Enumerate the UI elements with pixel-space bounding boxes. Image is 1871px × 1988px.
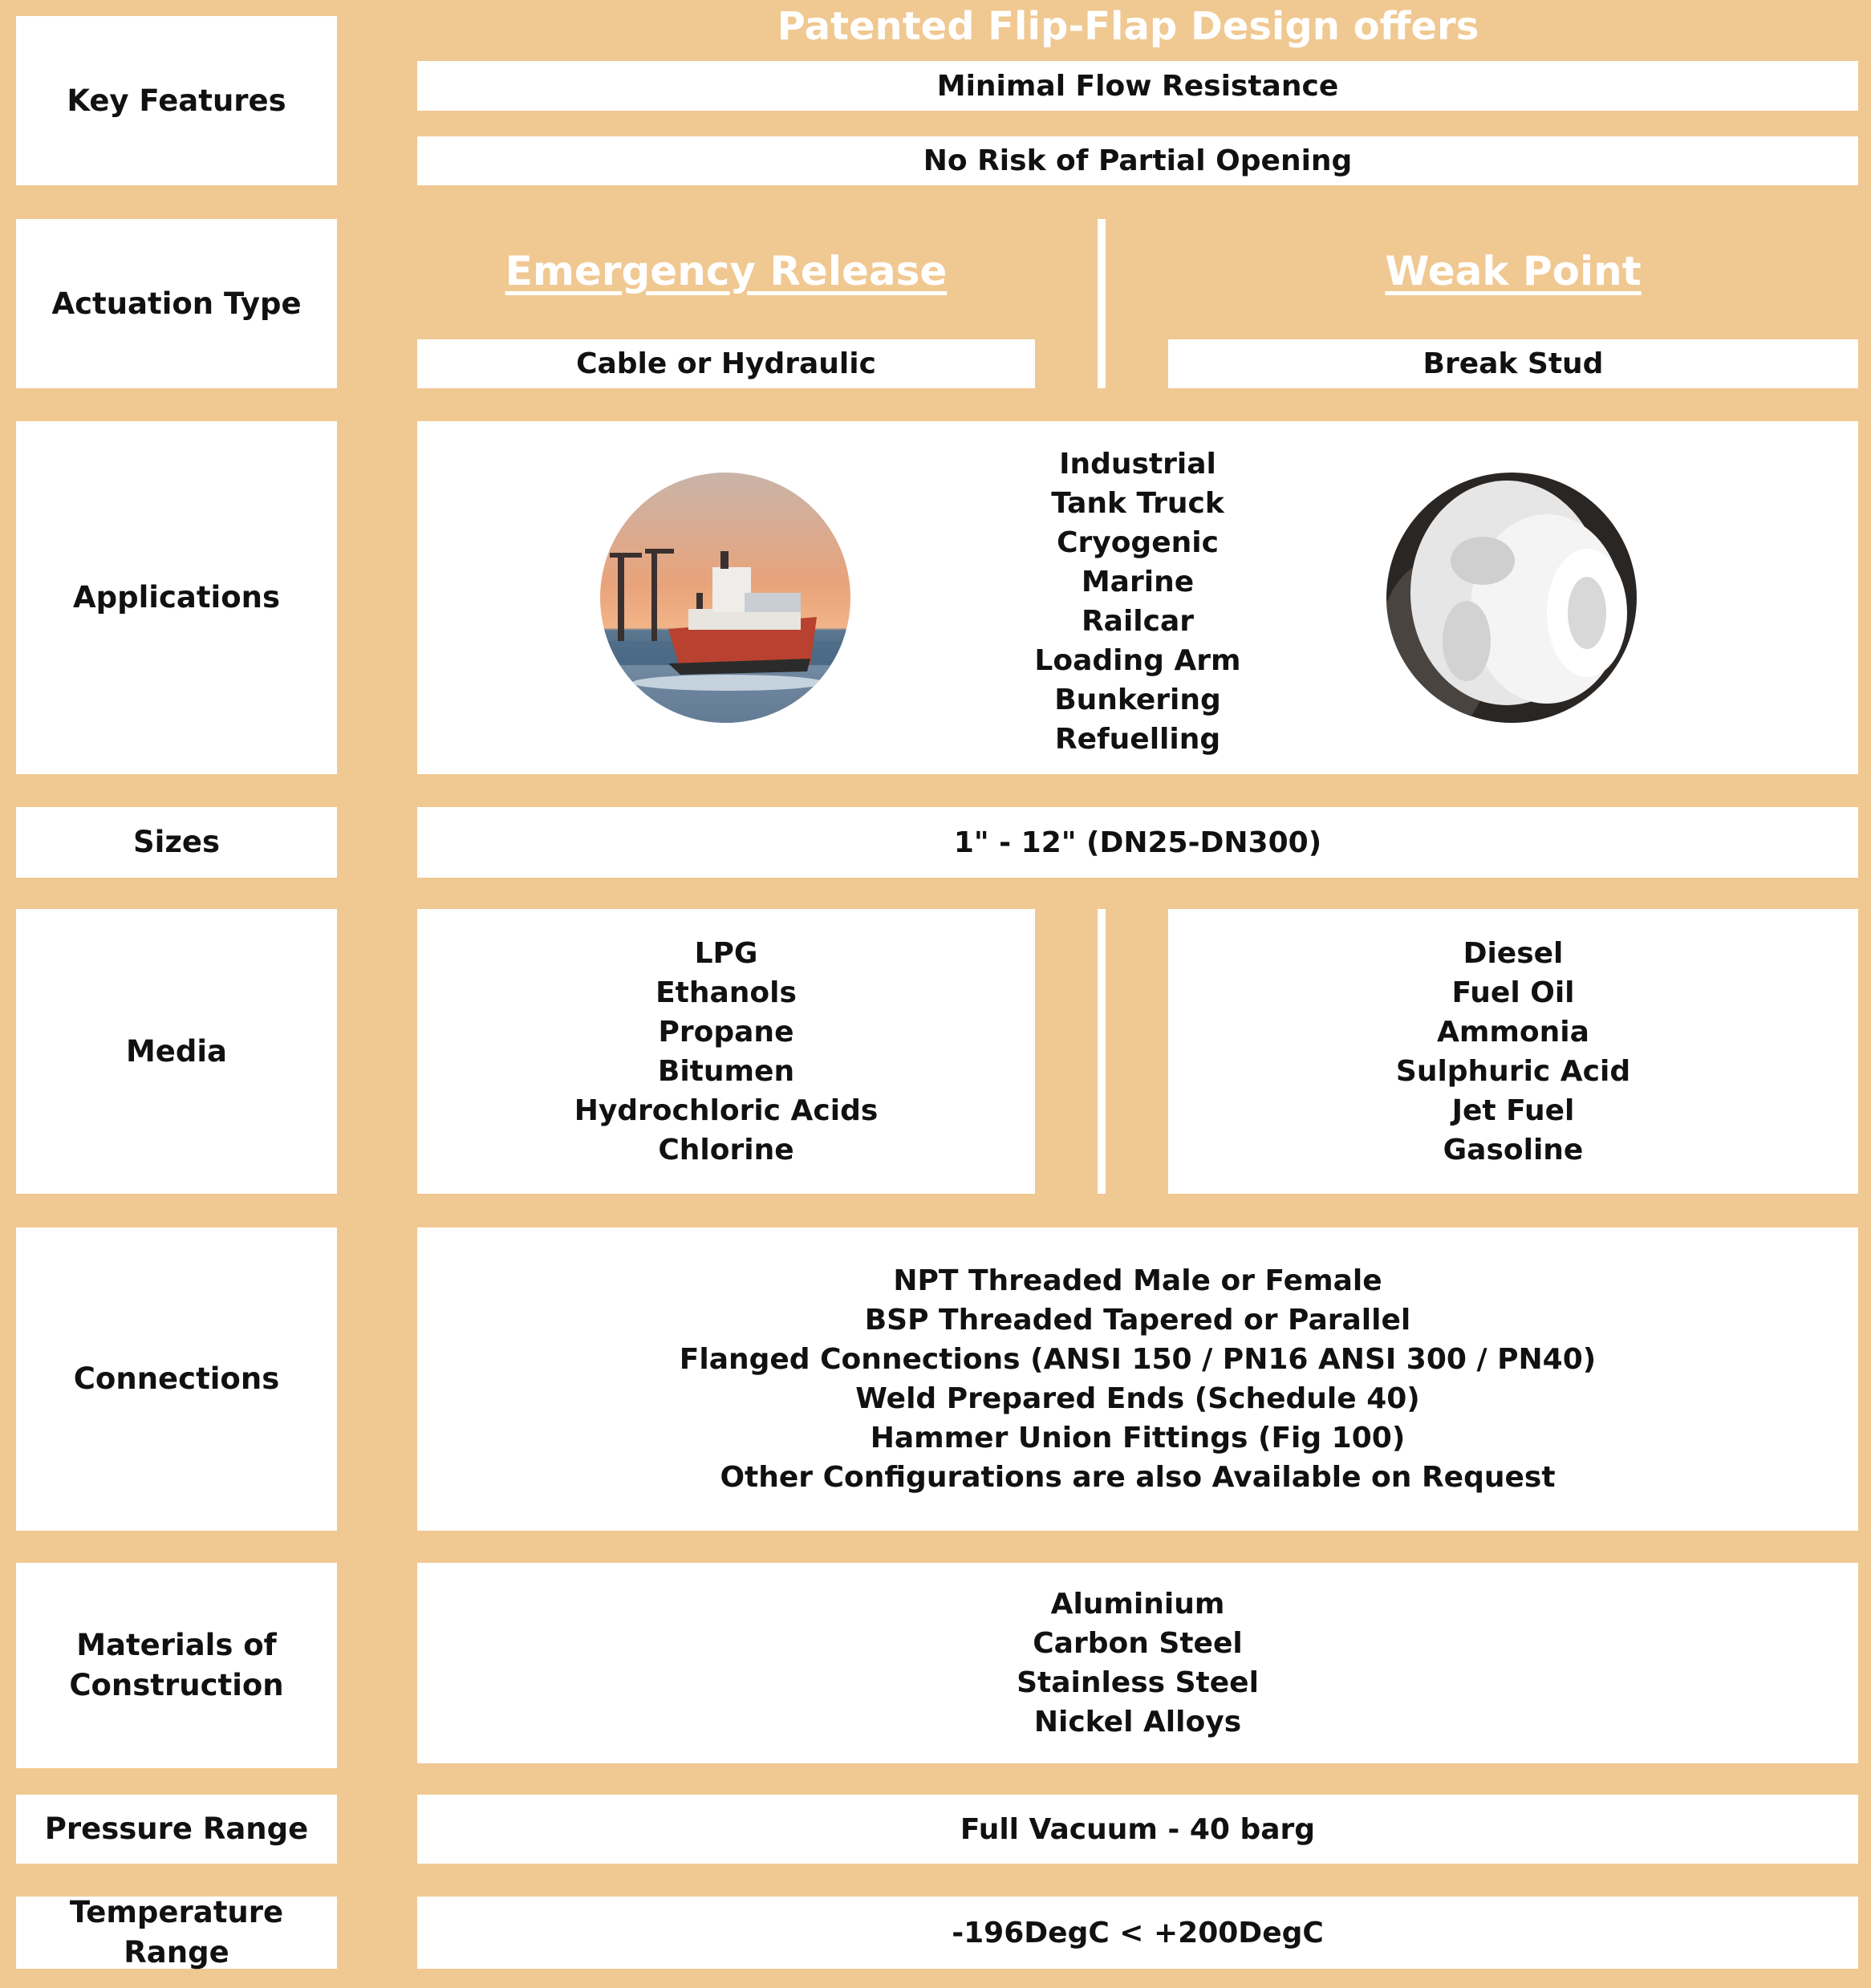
applications-list bbox=[899, 445, 1377, 758]
actuation-divider bbox=[1098, 219, 1106, 388]
application-item: Bunkering bbox=[1054, 684, 1221, 716]
emergency-release-value: Cable or Hydraulic bbox=[417, 339, 1035, 388]
connections-list bbox=[417, 1227, 1858, 1531]
connection-item: Other Configurations are also Available on Request bbox=[720, 1461, 1556, 1494]
application-item: Loading Arm bbox=[1034, 644, 1241, 677]
weak-point-value: Break Stud bbox=[1168, 339, 1858, 388]
material-item: Carbon Steel bbox=[1033, 1627, 1243, 1660]
actuation-type-label: Actuation Type bbox=[16, 219, 337, 388]
material-item: Stainless Steel bbox=[1017, 1666, 1259, 1699]
media-item: Sulphuric Acid bbox=[1395, 1054, 1631, 1088]
media-divider bbox=[1098, 909, 1106, 1194]
application-item: Cryogenic bbox=[1057, 526, 1219, 559]
materials-label-line-1: Materials of bbox=[76, 1628, 277, 1663]
pressure-range-label: Pressure Range bbox=[16, 1795, 337, 1864]
application-item: Refuelling bbox=[1054, 723, 1221, 756]
ship-illustration bbox=[600, 473, 850, 723]
media-item: Chlorine bbox=[658, 1133, 794, 1166]
material-item: Nickel Alloys bbox=[1033, 1706, 1242, 1738]
applications-panel bbox=[417, 421, 1858, 774]
key-features-label: Key Features bbox=[16, 16, 337, 185]
ship-at-port-photo bbox=[600, 473, 850, 723]
media-item: Bitumen bbox=[657, 1054, 795, 1088]
connection-item: Hammer Union Fittings (Fig 100) bbox=[870, 1422, 1406, 1454]
application-item: Marine bbox=[1081, 566, 1195, 598]
media-item: LPG bbox=[694, 936, 758, 970]
application-item: Industrial bbox=[1059, 448, 1216, 481]
media-label: Media bbox=[16, 909, 337, 1194]
media-item: Propane bbox=[658, 1015, 794, 1049]
table-header-title: Patented Flip-Flap Design offers bbox=[777, 4, 1479, 49]
connection-item: Flanged Connections (ANSI 150 / PN16 ANSI 300 / PN40) bbox=[679, 1343, 1597, 1376]
emergency-release-link[interactable]: Emergency Release bbox=[505, 248, 948, 294]
media-item: Gasoline bbox=[1443, 1133, 1584, 1166]
media-item: Jet Fuel bbox=[1451, 1093, 1575, 1127]
sizes-value: 1" - 12" (DN25-DN300) bbox=[417, 807, 1858, 878]
media-item: Ammonia bbox=[1437, 1015, 1589, 1049]
connection-item: BSP Threaded Tapered or Parallel bbox=[864, 1304, 1411, 1337]
media-item: Hydrochloric Acids bbox=[574, 1093, 879, 1127]
applications-label: Applications bbox=[16, 421, 337, 774]
valve-illustration bbox=[1386, 473, 1637, 723]
media-item: Diesel bbox=[1463, 936, 1564, 970]
materials-list bbox=[417, 1563, 1858, 1763]
connections-label: Connections bbox=[16, 1227, 337, 1531]
media-item: Fuel Oil bbox=[1451, 976, 1575, 1009]
valve-closeup-photo bbox=[1386, 473, 1637, 723]
key-feature-item-2: No Risk of Partial Opening bbox=[417, 136, 1858, 185]
connection-item: NPT Threaded Male or Female bbox=[893, 1264, 1382, 1297]
media-left-list bbox=[417, 909, 1035, 1194]
application-item: Tank Truck bbox=[1051, 487, 1224, 520]
connection-item: Weld Prepared Ends (Schedule 40) bbox=[855, 1382, 1420, 1415]
pressure-range-value: Full Vacuum - 40 barg bbox=[417, 1795, 1858, 1864]
key-feature-item-1: Minimal Flow Resistance bbox=[417, 61, 1858, 111]
temperature-range-label: Temperature Range bbox=[16, 1897, 337, 1969]
temperature-range-value: -196DegC < +200DegC bbox=[417, 1897, 1858, 1969]
media-item: Ethanols bbox=[655, 976, 797, 1009]
materials-label bbox=[16, 1563, 337, 1768]
application-item: Railcar bbox=[1081, 605, 1195, 638]
materials-label-line-2: Construction bbox=[69, 1668, 284, 1702]
material-item: Aluminium bbox=[1050, 1588, 1225, 1621]
sizes-label: Sizes bbox=[16, 807, 337, 878]
media-right-list bbox=[1168, 909, 1858, 1194]
weak-point-link[interactable]: Weak Point bbox=[1385, 248, 1642, 294]
